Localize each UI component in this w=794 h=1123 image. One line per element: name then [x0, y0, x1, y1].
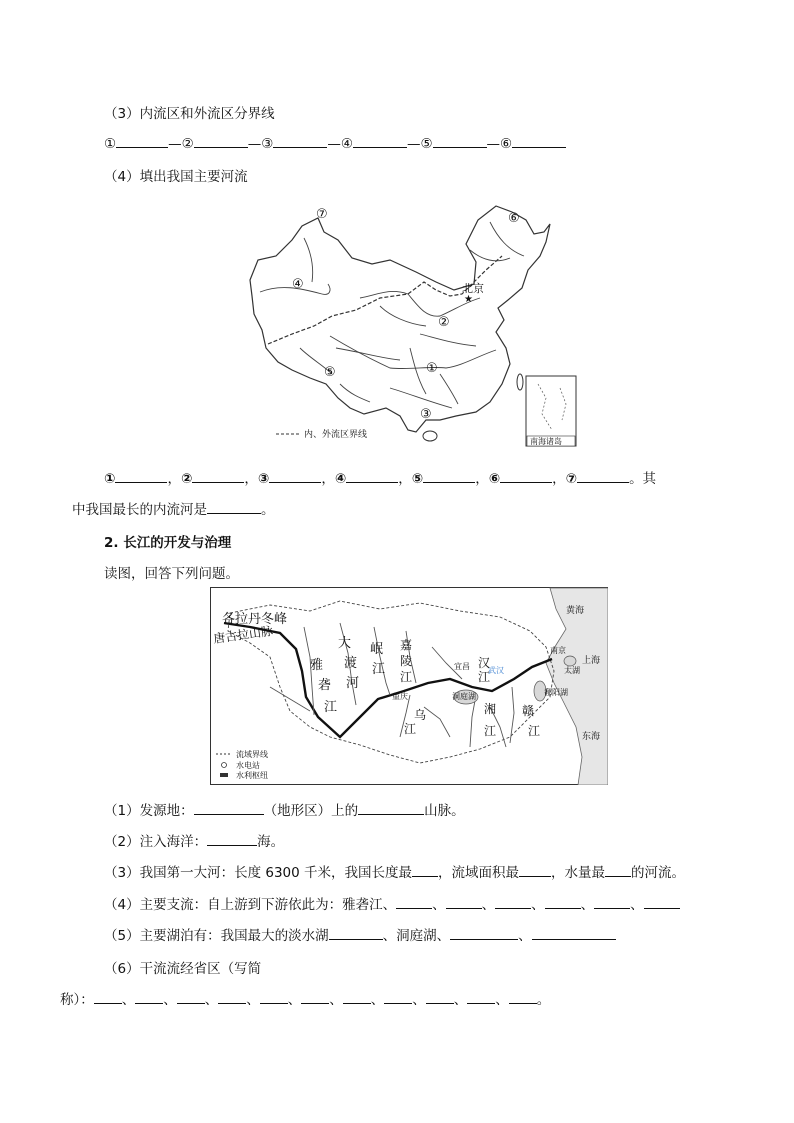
s2-q4-sep: 、 — [432, 897, 446, 913]
label-gan: 赣 — [522, 704, 535, 718]
q4-blank-5[interactable] — [423, 468, 475, 483]
s2-q5-blank-1[interactable] — [329, 925, 383, 940]
q4-line2-prefix: 中我国最长的内流河是 — [72, 502, 207, 518]
legend-hub-icon — [220, 773, 228, 777]
s2-q6-blank-4[interactable] — [218, 989, 246, 1004]
china-rivers-map — [240, 198, 580, 450]
s2-q6-blank-7[interactable] — [343, 989, 371, 1004]
s2-q2 — [104, 830, 284, 850]
label-han: 汉 — [478, 656, 491, 670]
q4-blank-3[interactable] — [269, 468, 321, 483]
q4-line2 — [72, 498, 275, 518]
tai-lake — [564, 656, 576, 666]
s2-q1-p1: （1）发源地： — [104, 803, 194, 819]
label-ling: 陵 — [400, 654, 413, 668]
map-mark-3: ③ — [420, 407, 432, 422]
s2-q3-blank-1[interactable] — [412, 862, 438, 877]
s2-q5-p3: 、 — [518, 928, 532, 944]
map-mark-6: ⑥ — [508, 211, 520, 226]
s2-q5 — [104, 924, 616, 944]
s2-q4-blank-4[interactable] — [545, 894, 581, 909]
taiwan-island — [517, 374, 523, 390]
river-lines — [260, 222, 524, 408]
s2-q4-p1: （4）主要支流：自上游到下游依此为：雅砻江、 — [104, 897, 397, 913]
s2-q6-sep: 、 — [204, 992, 219, 1008]
label-lo: 砻 — [318, 678, 332, 693]
label-min: 岷 — [370, 642, 384, 657]
q4-label-5: ⑤ — [411, 471, 424, 487]
s2-q6-blank-1[interactable] — [94, 989, 122, 1004]
q4-label-1: ① — [104, 471, 116, 487]
q3-item-4: —④ — [327, 136, 353, 152]
label-yichang: 宜昌 — [454, 662, 470, 671]
s2-q6-end: 。 — [536, 992, 551, 1008]
q3-blank-1[interactable] — [116, 133, 168, 148]
s2-q6-blank-6[interactable] — [301, 989, 329, 1004]
s2-q5-p2: 、洞庭湖、 — [382, 928, 451, 944]
inset-label: 南海诸岛 — [530, 437, 562, 446]
s2-q3-blank-2[interactable] — [519, 862, 551, 877]
section2-heading: 2. 长江的开发与治理 — [104, 535, 232, 551]
s2-q3 — [104, 861, 685, 881]
s2-q2-blank[interactable] — [207, 831, 257, 846]
section2-instruction: 读图，回答下列问题。 — [104, 566, 239, 582]
s2-q1-p3: 山脉。 — [424, 803, 465, 819]
q4-label-2: ② — [180, 471, 193, 487]
q4-sep: ， — [167, 471, 181, 487]
label-jiang4: 江 — [404, 722, 417, 736]
s2-q4-blank-2[interactable] — [446, 894, 482, 909]
s2-q4-blank-1[interactable] — [396, 894, 432, 909]
q4-longest-inland-blank[interactable] — [207, 499, 261, 514]
s2-q6-blank-10[interactable] — [467, 989, 495, 1004]
label-dongting: 洞庭湖 — [452, 692, 476, 701]
beijing-star-icon: ★ — [464, 294, 473, 305]
q4-blank-1[interactable] — [115, 468, 167, 483]
q3-item-6: —⑥ — [486, 136, 513, 152]
s2-q4-blank-5[interactable] — [594, 894, 630, 909]
label-jiang2: 江 — [372, 662, 386, 677]
s2-q6-sep: 、 — [287, 992, 302, 1008]
q4-sep: ， — [244, 471, 258, 487]
q4-blank-7[interactable] — [577, 468, 629, 483]
legend-hub-label: 水利枢纽 — [236, 771, 268, 780]
q3-blank-2[interactable] — [194, 133, 248, 148]
q3-blank-4[interactable] — [353, 133, 407, 148]
map-mark-5: ⑤ — [324, 365, 336, 380]
q4-sep: ， — [552, 471, 566, 487]
s2-q3-blank-3[interactable] — [605, 862, 631, 877]
map-mark-4: ④ — [292, 277, 304, 292]
s2-q6-sep: 、 — [246, 992, 260, 1008]
q3-title: （3）内流区和外流区分界线 — [104, 106, 275, 122]
label-tgl: 唐古拉山脉 — [212, 623, 274, 646]
q4-label-3: ③ — [257, 471, 270, 487]
label-jia: 嘉 — [400, 638, 413, 652]
label-xiang: 湘 — [484, 702, 497, 716]
s2-q5-blank-3[interactable] — [532, 925, 616, 940]
q4-sep: ， — [321, 471, 335, 487]
s2-q6-sep: 、 — [121, 992, 136, 1008]
map-mark-beijing: 北京 — [462, 282, 484, 295]
q3-blank-3[interactable] — [273, 133, 327, 148]
q4-sep: ， — [398, 471, 412, 487]
label-da: 大 — [338, 636, 352, 651]
s2-q1 — [104, 799, 465, 819]
q4-blank-2[interactable] — [192, 468, 244, 483]
map-mark-1: ① — [426, 361, 438, 376]
s2-q6-sep: 、 — [370, 992, 385, 1008]
s2-q4-sep: 、 — [531, 897, 545, 913]
label-du: 渡 — [344, 656, 358, 671]
s2-q3-p2: ，流域面积最 — [438, 865, 520, 881]
yangtze-map — [210, 587, 608, 785]
s2-q3-p3: ，水量最 — [551, 865, 606, 881]
label-jiang6: 江 — [528, 724, 541, 738]
label-gldd: 各拉丹冬峰 — [222, 612, 288, 627]
q4-title: （4）填出我国主要河流 — [104, 169, 248, 185]
q3-boundary-line — [104, 133, 566, 152]
label-poyang: 鄱阳湖 — [544, 688, 568, 697]
map-legend-label: 内、外流区界线 — [304, 430, 368, 440]
label-chongqing: 重庆 — [392, 692, 408, 701]
label-donghai: 东海 — [582, 732, 601, 742]
s2-q4-sep: 、 — [580, 897, 595, 913]
label-jiang5: 江 — [484, 724, 497, 738]
hainan-island — [423, 431, 437, 441]
label-jiang1: 江 — [324, 700, 338, 715]
s2-q2-p1: （2）注入海洋： — [104, 834, 208, 850]
q4-answer-line — [104, 467, 656, 487]
legend-hydropower-label: 水电站 — [236, 761, 260, 770]
q3-blank-5[interactable] — [433, 133, 487, 148]
q4-blank-6[interactable] — [500, 468, 552, 483]
q3-item-1: ① — [104, 136, 117, 152]
s2-q4-blank-6[interactable] — [644, 894, 680, 909]
label-taihu: 太湖 — [564, 666, 580, 675]
label-ya: 雅 — [310, 658, 324, 673]
s2-q1-blank-2[interactable] — [358, 800, 424, 815]
q4-label-4: ④ — [334, 471, 347, 487]
s2-q4 — [104, 893, 680, 913]
s2-q6-sep: 、 — [163, 992, 177, 1008]
s2-q6-blank-11[interactable] — [509, 989, 537, 1004]
s2-q1-p2: （地形区）上的 — [263, 803, 359, 819]
q3-item-3: —③ — [247, 136, 274, 152]
map-mark-7: ⑦ — [316, 207, 328, 222]
q4-sep: ， — [475, 471, 489, 487]
s2-q4-sep: 、 — [630, 897, 644, 913]
s2-q6-sep: 、 — [412, 992, 426, 1008]
map-mark-2: ② — [438, 315, 450, 330]
south-china-sea-inset — [526, 376, 576, 446]
label-jiang3: 江 — [400, 670, 413, 684]
s2-q6-blank-5[interactable] — [260, 989, 288, 1004]
label-he: 河 — [346, 676, 360, 691]
s2-q5-p1: （5）主要湖泊有：我国最大的淡水湖 — [104, 928, 329, 944]
q4-label-7: ⑦ — [565, 471, 578, 487]
q4-label-6: ⑥ — [488, 471, 501, 487]
s2-q6-sep: 、 — [453, 992, 468, 1008]
s2-q1-blank-1[interactable] — [194, 800, 264, 815]
s2-q6-blank-9[interactable] — [426, 989, 454, 1004]
q3-blank-6[interactable] — [512, 133, 566, 148]
s2-q6-blank-3[interactable] — [177, 989, 205, 1004]
q4-tail: 。其 — [629, 471, 657, 487]
label-shanghai: 上海 — [582, 656, 601, 666]
q3-item-5: —⑤ — [406, 136, 433, 152]
legend-basin-label: 流域界线 — [236, 750, 268, 759]
s2-q6-sep: 、 — [495, 992, 509, 1008]
s2-q4-blank-3[interactable] — [495, 894, 531, 909]
s2-q4-sep: 、 — [481, 897, 496, 913]
s2-q2-p2: 海。 — [257, 834, 285, 850]
s2-q6-line1: （6）干流流经省区（写简 — [104, 961, 262, 977]
s2-q3-p4: 的河流。 — [631, 865, 686, 881]
label-wu: 乌 — [414, 708, 427, 722]
label-huanghai: 黄海 — [566, 606, 585, 616]
q4-blank-4[interactable] — [346, 468, 398, 483]
s2-q3-p1: （3）我国第一大河：长度 6300 千米，我国长度最 — [104, 865, 413, 881]
s2-q6-sep: 、 — [329, 992, 343, 1008]
label-nanjing: 南京 — [550, 646, 566, 655]
s2-q6-line2 — [60, 988, 550, 1008]
s2-q5-blank-2[interactable] — [450, 925, 518, 940]
s2-q6-blank-8[interactable] — [384, 989, 412, 1004]
label-wuhan: 武汉 — [488, 666, 504, 675]
s2-q6-blank-2[interactable] — [135, 989, 163, 1004]
q4-line2-suffix: 。 — [261, 502, 275, 518]
s2-q6-p2: 称）： — [60, 992, 94, 1008]
label-jiang7: 江 — [478, 670, 491, 684]
q3-item-2: —② — [168, 136, 194, 152]
